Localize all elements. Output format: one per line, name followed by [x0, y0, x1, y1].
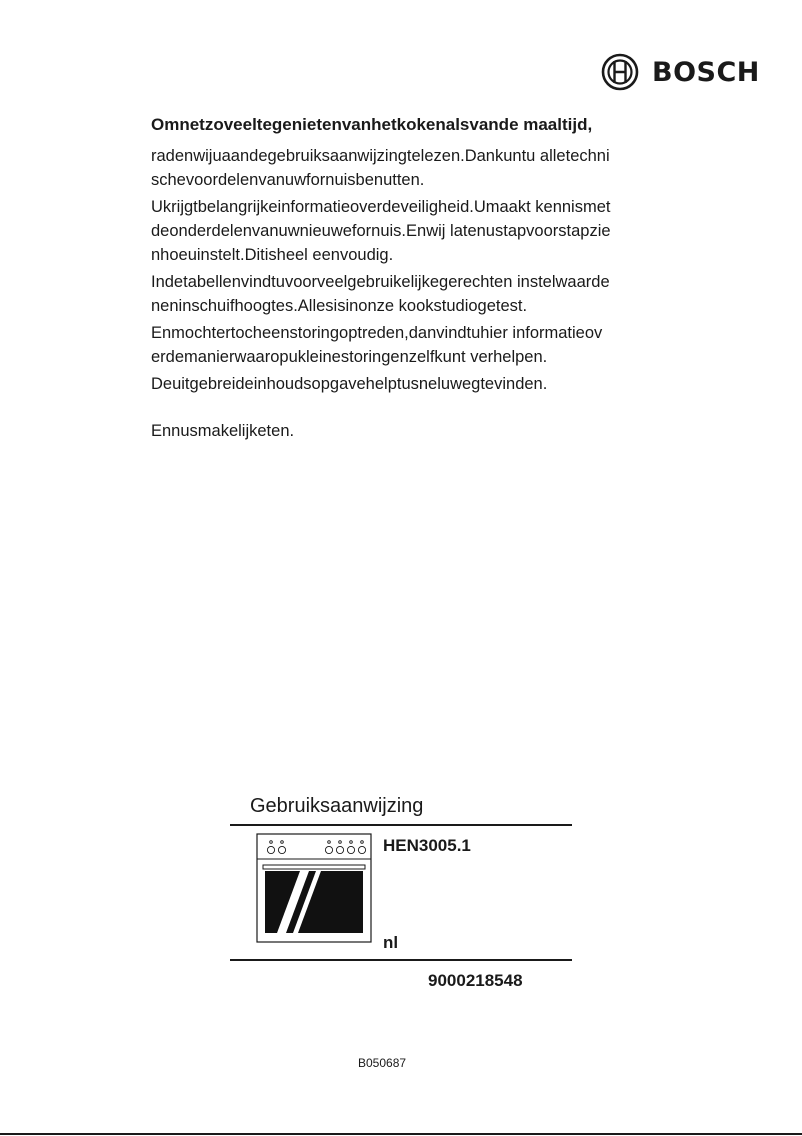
intro-paragraph: Enmochtertocheenstoringoptreden,danvindtuhier informatieoverdemanierwaaropukleinestoringenzelfkunt verhelpen.	[151, 324, 603, 366]
footer-code: B050687	[358, 1056, 407, 1070]
bosch-armature-icon	[600, 53, 640, 91]
intro-paragraph: Ukrijgtbelangrijkeinformatieoverdeveiligheid.Umaakt kennismetdeonderdelenvanuwnieuwefornuis.Enwij latenustapvoorstapzienhoeuinstelt.Ditisheel eenvoudig.	[151, 198, 611, 264]
divider-top	[230, 824, 572, 826]
brand-name: BOSCH	[652, 56, 760, 88]
language-code: nl	[383, 933, 399, 952]
intro-paragraph: Indetabellenvindtuvoorveelgebruikelijkegerechten instelwaardeneninschuifhoogtes.Allesisinonze kookstudiogetest.	[151, 273, 610, 315]
intro-section	[151, 112, 611, 446]
intro-paragraph: radenwijuaandegebruiksaanwijzingtelezen.Dankuntu alletechnischevoordelenvanuwfornuisbenutten.	[151, 147, 610, 189]
intro-paragraph: Deuitgebreideinhoudsopgavehelptusneluwegtevinden.	[151, 375, 548, 393]
divider-bottom	[230, 959, 572, 961]
closing-line: Ennusmakelijketen.	[151, 422, 295, 440]
page-bottom-divider	[0, 1133, 802, 1135]
oven-icon	[256, 833, 372, 943]
greeting-heading: Omnetzoveeltegenietenvanhetkokenalsvande maaltijd,	[151, 115, 593, 134]
brand-logo	[600, 53, 762, 91]
document-number: 9000218548	[428, 971, 523, 990]
model-number: HEN3005.1	[383, 836, 471, 855]
manual-title: Gebruiksaanwijzing	[250, 795, 424, 817]
